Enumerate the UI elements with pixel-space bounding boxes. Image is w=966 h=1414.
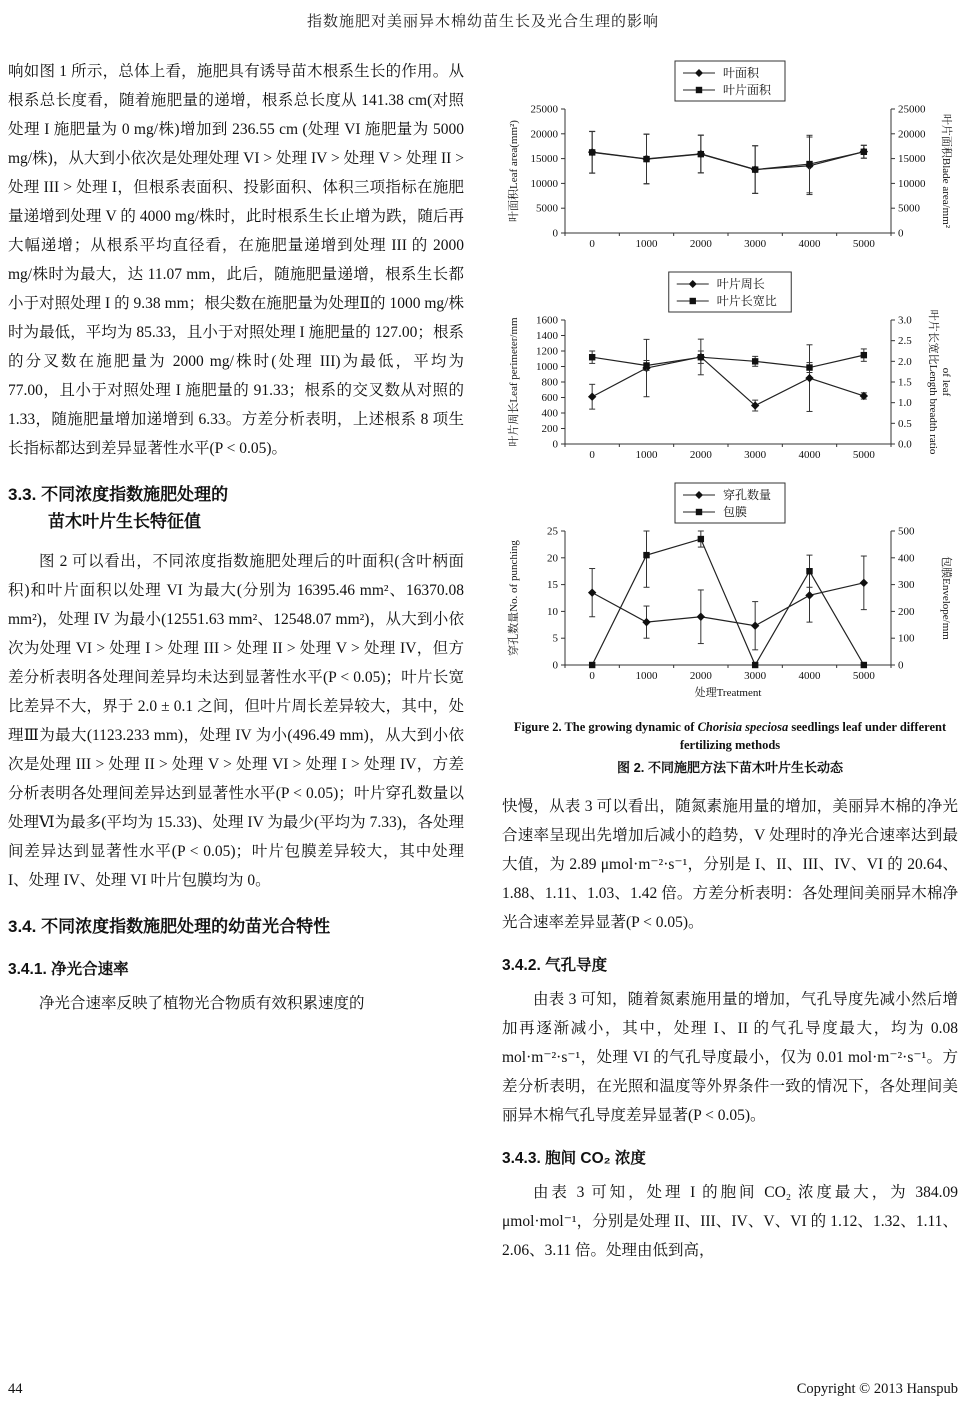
svg-text:500: 500 xyxy=(898,525,915,538)
svg-text:20000: 20000 xyxy=(898,128,926,141)
right-column xyxy=(502,57,958,1269)
svg-text:2.0: 2.0 xyxy=(898,355,912,368)
svg-text:0.0: 0.0 xyxy=(898,438,912,451)
svg-text:5000: 5000 xyxy=(852,670,875,682)
paragraph-photosynthesis-intro: 净光合速率反映了植物光合物质有效积累速度的 xyxy=(39,994,365,1012)
paragraph-net-photosynthesis: 快慢，从表 3 可以看出，随氮素施用量的增加，美丽异木棉的净光合速率呈现出先增加后减小的趋势，V 处理时的净光合速率达到最大值，为 2.89 μmol·m⁻²·s⁻¹，分别是 I、II、III、IV、VI 的 20.64、1.88、1.11、1.03、1.42 倍。方差分析表明：各处理间美丽异木棉净光合速率差异显著(P < 0.05)。 xyxy=(502,798,958,932)
svg-text:包膜: 包膜 xyxy=(723,505,748,519)
svg-text:3000: 3000 xyxy=(744,670,767,682)
svg-text:600: 600 xyxy=(541,392,558,404)
svg-text:300: 300 xyxy=(898,579,915,592)
svg-text:1600: 1600 xyxy=(536,314,558,327)
svg-text:5000: 5000 xyxy=(852,238,875,250)
figure2-chart-leaf-area xyxy=(505,57,955,262)
svg-text:0: 0 xyxy=(589,449,595,461)
heading-3-3-line1: 3.3. 不同浓度指数施肥处理的 xyxy=(8,485,229,504)
svg-text:10000: 10000 xyxy=(898,177,926,190)
heading-3-4-2: 3.4.2. 气孔导度 xyxy=(502,957,608,975)
svg-text:0: 0 xyxy=(898,659,904,672)
svg-text:0: 0 xyxy=(589,238,595,250)
figure2-caption-en xyxy=(508,718,952,754)
svg-text:1000: 1000 xyxy=(536,361,558,373)
figure2-caption xyxy=(508,718,952,776)
caption-en-suffix: seedlings leaf under different fertilizing methods xyxy=(679,720,947,753)
svg-text:15000: 15000 xyxy=(530,153,558,166)
svg-text:1.0: 1.0 xyxy=(898,397,912,410)
svg-text:1000: 1000 xyxy=(635,670,658,682)
svg-text:4000: 4000 xyxy=(798,670,821,682)
svg-text:包膜Envelope/mm: 包膜Envelope/mm xyxy=(940,556,952,640)
paragraph-intercellular-co2: 由表 3 可知，处理 I 的胞间 CO₂ 浓度最大，为 384.09 μmol·mol⁻¹，分别是处理 II、III、IV、V、VI 的 1.12、1.32、1.11、2.06、3.11 倍。处理由低到高， xyxy=(502,1184,958,1260)
heading-3-4: 3.4. 不同浓度指数施肥处理的幼苗光合特性 xyxy=(8,917,331,937)
svg-text:2.5: 2.5 xyxy=(898,335,912,348)
svg-text:25: 25 xyxy=(547,525,558,538)
svg-text:800: 800 xyxy=(541,376,558,389)
page-number: 44 xyxy=(8,1381,23,1397)
figure2-chart-perimeter-ratio-svg xyxy=(505,268,955,468)
figure2-chart-punching-envelope xyxy=(505,479,955,708)
svg-text:叶片周长: 叶片周长 xyxy=(716,277,765,291)
svg-text:10: 10 xyxy=(547,605,558,618)
svg-text:10000: 10000 xyxy=(530,177,558,190)
svg-text:0: 0 xyxy=(898,227,904,240)
svg-text:100: 100 xyxy=(898,632,915,645)
svg-text:200: 200 xyxy=(541,423,558,435)
svg-text:叶片面积: 叶片面积 xyxy=(723,83,772,97)
svg-text:0: 0 xyxy=(552,227,558,240)
running-head: 指数施肥对美丽异木棉幼苗生长及光合生理的影响 xyxy=(306,14,659,30)
svg-text:1000: 1000 xyxy=(635,449,658,461)
svg-text:叶片长宽比: 叶片长宽比 xyxy=(716,294,777,308)
heading-3-3 xyxy=(8,481,464,535)
svg-text:5000: 5000 xyxy=(536,202,558,215)
svg-text:25000: 25000 xyxy=(898,103,926,116)
content-columns xyxy=(0,57,966,1269)
svg-text:1000: 1000 xyxy=(635,238,658,250)
figure2-chart-perimeter-ratio xyxy=(505,268,955,473)
svg-text:1400: 1400 xyxy=(536,330,558,342)
figure2-caption-zh: 图 2. 不同施肥方法下苗木叶片生长动态 xyxy=(616,760,844,776)
svg-text:1200: 1200 xyxy=(536,345,558,358)
svg-text:0.5: 0.5 xyxy=(898,417,912,430)
left-column xyxy=(8,57,464,1022)
svg-text:叶面积: 叶面积 xyxy=(723,66,760,80)
heading-3-4-1: 3.4.1. 净光合速率 xyxy=(8,960,129,978)
svg-text:叶面积Leaf area(mm²): 叶面积Leaf area(mm²) xyxy=(508,120,520,222)
svg-text:400: 400 xyxy=(898,552,915,565)
svg-text:穿孔数量: 穿孔数量 xyxy=(723,488,772,502)
svg-text:2000: 2000 xyxy=(689,670,712,682)
svg-text:5000: 5000 xyxy=(852,449,875,461)
figure2-chart-leaf-area-svg xyxy=(505,57,955,257)
heading-3-3-line2: 苗木叶片生长特征值 xyxy=(48,512,201,532)
svg-text:叶片面积Blade area/mm²: 叶片面积Blade area/mm² xyxy=(940,113,952,229)
svg-text:3.0: 3.0 xyxy=(898,314,912,327)
svg-text:5: 5 xyxy=(552,632,558,645)
svg-text:2000: 2000 xyxy=(689,238,712,250)
heading-3-4-3: 3.4.3. 胞间 CO₂ 浓度 xyxy=(502,1150,646,1168)
svg-text:20: 20 xyxy=(547,552,558,565)
svg-text:400: 400 xyxy=(541,407,558,420)
svg-text:4000: 4000 xyxy=(798,238,821,250)
svg-text:0: 0 xyxy=(552,438,558,451)
svg-text:3000: 3000 xyxy=(744,449,767,461)
svg-text:5000: 5000 xyxy=(898,202,920,215)
paragraph-root-growth: 响如图 1 所示，总体上看，施肥具有诱导苗木根系生长的作用。从根系总长度看，随着施肥量的递增，根系总长度从 141.38 cm(对照处理 I 施肥量为 0 mg/株)增加到 236.55 cm (处理 VI 施肥量为 5000 mg/株)，从大到小依次是处理处理 VI > 处理 IV > 处理 V > 处理 II > 处理 III > 处理 I，但根系表面积、投影面积、体积三项指标在施肥量递增到处理 V 的 4000 mg/株时，此时根系生长止增为跌，随后再大幅递增；从根系平均直径看，在施肥量递增到处理 III 的 2000 mg/株时为最大，达 11.07 mm，此后，随施肥量递增，根系生长都小于对照处理 I 的 9.38 mm；根尖数在施肥量为处理Ⅱ的 1000 mg/株时为最低，平均为 85.33，且小于对照处理 I 施肥量的 127.00；根系的分叉数在施肥量为 2000 mg/株时(处理 III)为最低，平均为 77.00，且小于对照处理 I 施肥量的 91.33；根系的交叉数从对照的 1.33，随施肥量增加递增到 6.33。方差分析表明，上述根系 8 项生长指标都达到差异显著性水平(P < 0.05)。 xyxy=(8,63,464,457)
copyright-text: Copyright © 2013 Hanspub xyxy=(796,1381,958,1397)
page-footer xyxy=(8,1381,958,1398)
caption-species-name: Chorisia speciosa xyxy=(697,720,789,734)
svg-text:200: 200 xyxy=(898,605,915,618)
svg-text:叶片长宽比Length breadth ratio: 叶片长宽比Length breadth ratio xyxy=(927,309,939,455)
svg-text:15: 15 xyxy=(547,579,558,592)
svg-text:处理Treatment: 处理Treatment xyxy=(694,687,762,699)
svg-text:0: 0 xyxy=(589,670,595,682)
svg-text:穿孔数量No. of punching: 穿孔数量No. of punching xyxy=(508,540,520,656)
svg-text:25000: 25000 xyxy=(530,103,558,116)
svg-text:0: 0 xyxy=(552,659,558,672)
paragraph-stomatal-conductance: 由表 3 可知，随着氮素施用量的增加，气孔导度先减小然后增加再逐渐减小，其中，处理 I、II 的气孔导度最大，均为 0.08 mol·m⁻²·s⁻¹，处理 VI 的气孔导度最小，仅为 0.01 mol·m⁻²·s⁻¹。方差分析表明，在光照和温度等外界条件一致的情况下，各处理间美丽异木棉气孔导度差异显著(P < 0.05)。 xyxy=(502,991,958,1125)
svg-text:1.5: 1.5 xyxy=(898,376,912,389)
caption-en-prefix: Figure 2. The growing dynamic of xyxy=(513,720,698,734)
svg-text:20000: 20000 xyxy=(530,128,558,141)
svg-text:2000: 2000 xyxy=(689,449,712,461)
svg-text:15000: 15000 xyxy=(898,153,926,166)
svg-text:3000: 3000 xyxy=(744,238,767,250)
svg-text:of leaf: of leaf xyxy=(940,367,952,397)
svg-text:叶片周长Leaf perimeter/mm: 叶片周长Leaf perimeter/mm xyxy=(508,317,520,447)
figure2-chart-punching-envelope-svg xyxy=(505,479,955,703)
paragraph-leaf-traits: 图 2 可以看出，不同浓度指数施肥处理后的叶面积(含叶柄面积)和叶片面积以处理 VI 为最大(分别为 16395.46 mm²、16370.08 mm²)，处理 IV 为最小(12551.63 mm²、12548.07 mm²)，从大到小依次为处理 VI > 处理 I > 处理 III > 处理 II > 处理 V > 处理 IV，但方差分析表明各处理间差异均未达到显著性水平(P < 0.05)；叶片长宽比差异不大，界于 2.0 ± 0.1 之间，但叶片周长差异较大，其中，处理Ⅲ为最大(1123.233 mm)，处理 IV 为小(496.49 mm)，从大到小依次是处理 III > 处理 II > 处理 V > 处理 VI > 处理 I > 处理 IV，方差分析表明各处理间差异达到显著性水平(P < 0.05)；叶片穿孔数量以处理Ⅵ为最多(平均为 15.33)、处理 IV 为最少(平均为 7.33)，各处理间差异达到显著性水平(P < 0.05)；叶片包膜差异较大，其中处理 I、处理 IV、处理 VI 叶片包膜均为 0。 xyxy=(8,553,464,890)
svg-text:4000: 4000 xyxy=(798,449,821,461)
